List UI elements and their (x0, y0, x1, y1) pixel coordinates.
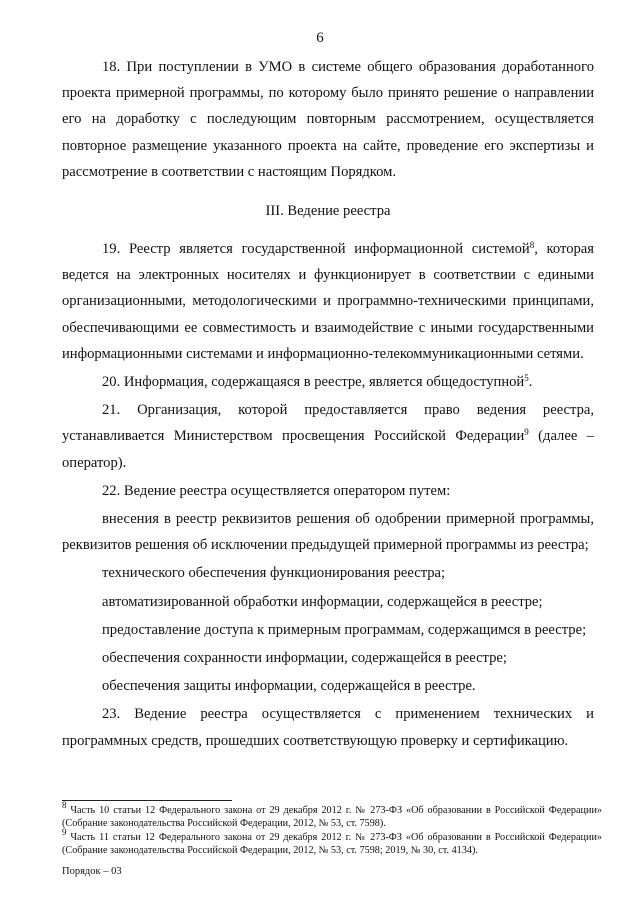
footnote-ref-5[interactable]: 5 (524, 373, 529, 384)
footnote-9 (62, 826, 602, 858)
paragraph-22: 22. Ведение реестра осуществляется оператором путем: (102, 482, 451, 499)
document-footer: Порядок – 03 (62, 866, 122, 877)
document-body (62, 54, 594, 754)
footnote-text: Часть 10 статьи 12 Федерального закона от 29 декабря 2012 г. № 273-ФЗ «Об образовании в Российской Федерации» (Собрание законодательства Российской Федерации, 2012, № 53, ст. 7598). (62, 805, 602, 830)
paragraph-20 (62, 369, 594, 395)
paragraph-18: 18. При поступлении в УМО в системе общего образования доработанного проекта примерной программы, по которому было принято решение о направлении его на доработку с последующим повторным рассмотрением, осуществляется повторное размещение указанного проекта на сайте, проведение его экспертизы и рассмотрение в соответствии с настоящим Порядком. (62, 59, 594, 180)
list-item: обеспечения сохранности информации, содержащейся в реестре; (102, 650, 507, 667)
footnote-separator (62, 800, 232, 801)
paragraph-21-text-b: (далее – оператор). (62, 428, 594, 471)
paragraph-20-text-a: 20. Информация, содержащаяся в реестре, является общедоступной (102, 374, 525, 391)
page-number: 6 (316, 30, 324, 46)
paragraph-21-text-a: 21. Организация, которой предоставляется право ведения реестра, устанавливается Министерством просвещения Российской Федерации (62, 402, 594, 445)
paragraph-19 (62, 236, 594, 367)
footnote-mark: 9 (62, 826, 67, 837)
footnote-mark: 8 (62, 800, 67, 810)
footnotes (62, 800, 602, 858)
section-heading: III. Ведение реестра (265, 203, 391, 220)
paragraph-21 (62, 397, 594, 476)
footnote-text: Часть 11 статьи 12 Федерального закона от 29 декабря 2012 г. № 273-ФЗ «Об образовании в Российской Федерации» (Собрание законодательства Российской Федерации, 2012, № 53, ст. 7598; 2019, № 30, ст. 4134). (62, 831, 602, 857)
paragraph-19-text-a: 19. Реестр является государственной информационной системой (102, 241, 530, 258)
paragraph-20-text-b: . (528, 374, 533, 391)
footnote-ref-8[interactable]: 8 (529, 240, 535, 251)
footnote-ref-9[interactable]: 9 (524, 427, 529, 438)
list-item: предоставление доступа к примерным программам, содержащимся в реестре; (102, 621, 587, 638)
paragraph-23: 23. Ведение реестра осуществляется с применением технических и программных средств, прошедших соответствующую проверку и сертификацию. (62, 706, 594, 749)
footnote-8 (62, 800, 602, 831)
list-item: обеспечения защиты информации, содержащейся в реестре. (102, 678, 476, 695)
list-item: внесения в реестр реквизитов решения об одобрении примерной программы, реквизитов решения об исключении предыдущей примерной программы из реестра; (62, 511, 594, 554)
paragraph-19-text-b: , которая ведется на электронных носителях и функционирует в соответствии с едиными организационными, методологическими и программно-техническими принципами, обеспечивающими ее совместимость и взаимодействие с иными государственными информационными системами и информационно-телекоммуникационными сетями. (62, 241, 594, 362)
list-item: автоматизированной обработки информации, содержащейся в реестре; (102, 593, 543, 610)
list-item: технического обеспечения функционирования реестра; (102, 565, 446, 582)
